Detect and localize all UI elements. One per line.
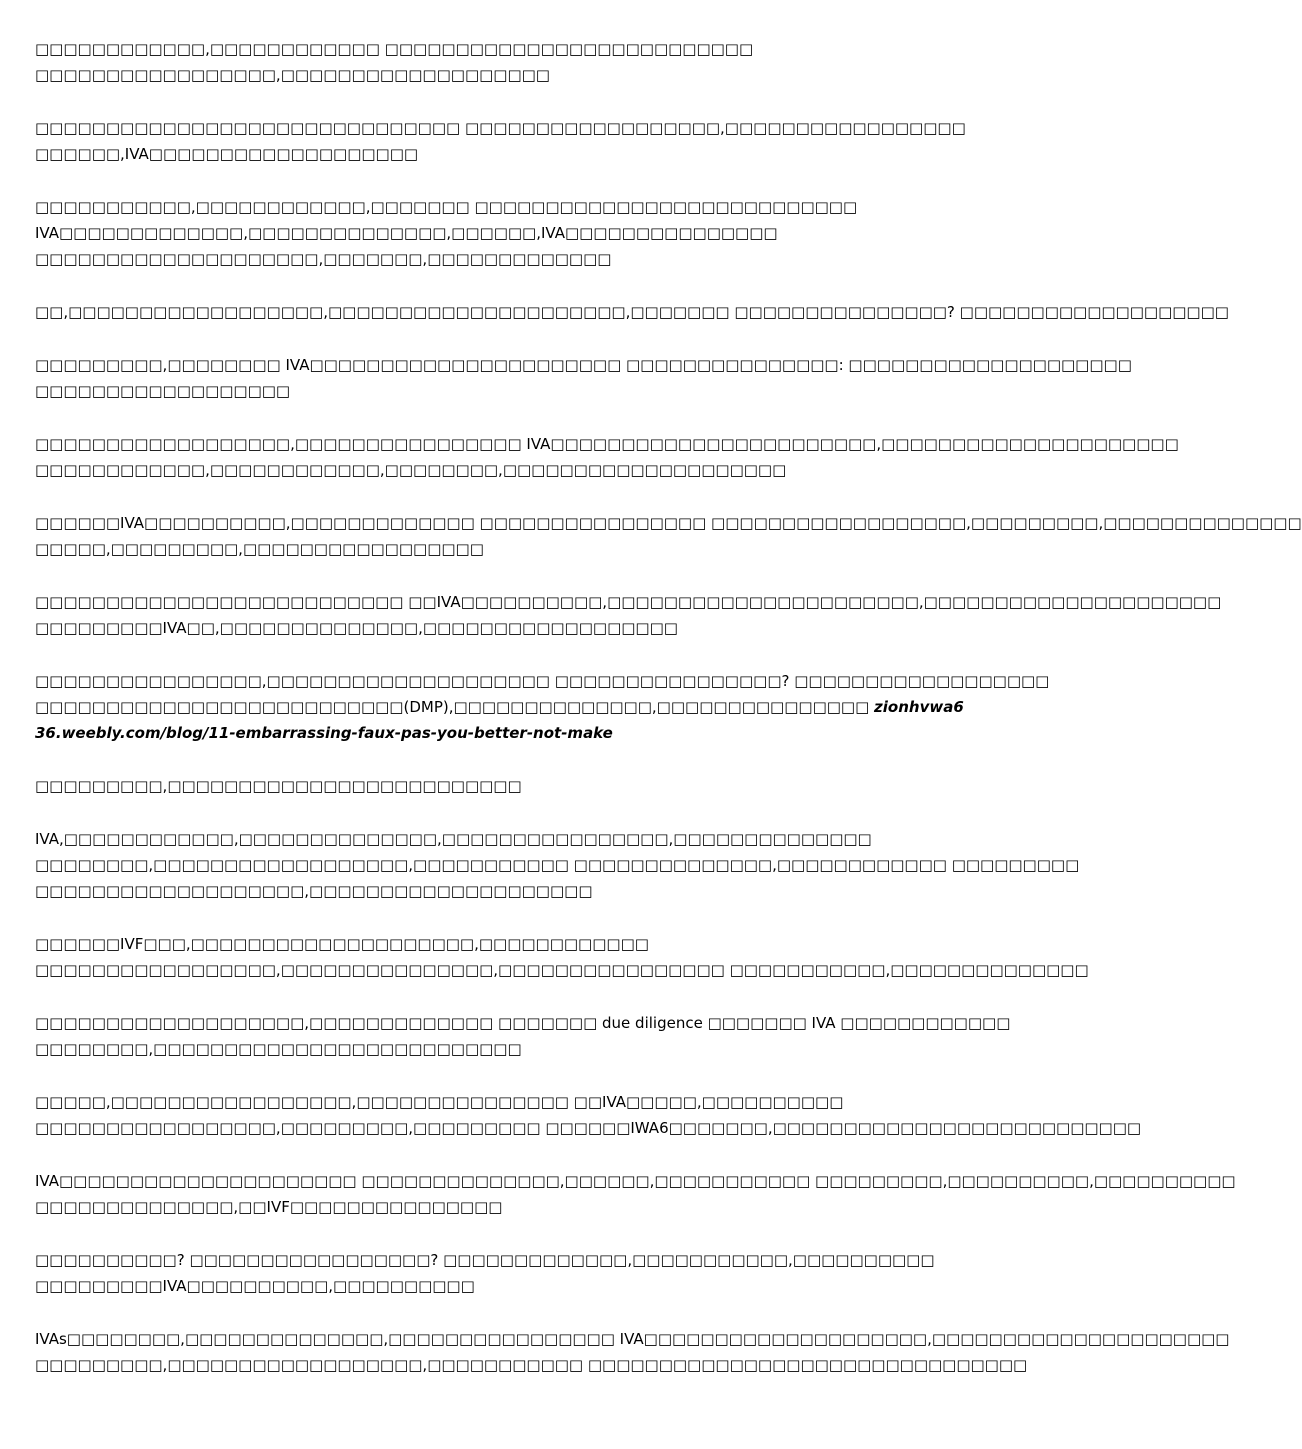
text-line: □□□□□□□□□□□□,□□□□□□□□□□□□ □□□□□□□□□□□□□□□□□□□□□□□□□□ xyxy=(35,40,754,58)
paragraph-10 xyxy=(35,773,965,799)
text-line: □□□□□□□□□□□□,□□□□□□□□□□□□,□□□□□□□□,□□□□□□□□□□□□□□□□□□□□ xyxy=(35,461,787,479)
document-body xyxy=(35,36,1302,1405)
paragraph-17 xyxy=(35,1326,1230,1378)
text-line: □□□□□□□□□□□□□□□□□,□□□□□□□□□□□□□□□□□□□ xyxy=(35,66,550,84)
paragraph-1 xyxy=(35,36,965,88)
paragraph-with-link xyxy=(35,668,1050,746)
text-line: □□□□□□□□□,□□□□□□□□ IVA□□□□□□□□□□□□□□□□□□□□□□ □□□□□□□□□□□□□□□: □□□□□□□□□□□□□□□□□□□□ xyxy=(35,356,1132,374)
text-line: □□□□□□□□□□□□□□□□□□□,□□□□□□□□□□□□□ □□□□□□□ due diligence □□□□□□□ IVA □□□□□□□□□□□□ xyxy=(35,1014,1011,1032)
paragraph-16 xyxy=(35,1247,965,1299)
paragraph-15 xyxy=(35,1168,1236,1220)
paragraph-13 xyxy=(35,1010,1011,1062)
paragraph-12 xyxy=(35,931,1089,983)
text-line: □□□□□□□□□□□□□□□□□,□□□□□□□□□,□□□□□□□□□ □□□□□□IWA6□□□□□□□,□□□□□□□□□□□□□□□□□□□□□□□□□□ xyxy=(35,1119,1142,1137)
paragraph-7 xyxy=(35,510,1302,562)
text-line: □□□□□□IVA□□□□□□□□□□,□□□□□□□□□□□□□ □□□□□□□□□□□□□□□□ □□□□□□□□□□□□□□□□□□,□□□□□□□□□,□□□□□□□□□□□□□□ xyxy=(35,514,1302,532)
text-line: IVA,□□□□□□□□□□□□,□□□□□□□□□□□□□□,□□□□□□□□□□□□□□□□,□□□□□□□□□□□□□□ xyxy=(35,830,872,848)
text-line: □□□□□□□□□□? □□□□□□□□□□□□□□□□□? □□□□□□□□□□□□□,□□□□□□□□□□□,□□□□□□□□□□ xyxy=(35,1251,935,1269)
text-line: □□□□□□□□□□□□□□□□□□□□□□□□□□□□□□ □□□□□□□□□□□□□□□□□□,□□□□□□□□□□□□□□□□□ xyxy=(35,119,966,137)
text-line: □□□□□,□□□□□□□□□□□□□□□□□,□□□□□□□□□□□□□□□ □□IVA□□□□□,□□□□□□□□□□ xyxy=(35,1093,844,1111)
text-line: □□□□□□□□,□□□□□□□□□□□□□□□□□□,□□□□□□□□□□□ □□□□□□□□□□□□□□,□□□□□□□□□□□□ □□□□□□□□□ xyxy=(35,856,1080,874)
paragraph-3 xyxy=(35,194,965,272)
text-line: □□□□□□□□□□□□□□□□□□□□,□□□□□□□,□□□□□□□□□□□□□ xyxy=(35,250,612,268)
text-line: □□□□□□□□□□□□□□□□□□□□□□□□□□ □□IVA□□□□□□□□□□,□□□□□□□□□□□□□□□□□□□□□□,□□□□□□□□□□□□□□□□□□□□□ xyxy=(35,593,1222,611)
text-line: □□□□□□□□□□□□□□□□,□□□□□□□□□□□□□□□□□□□□ □□□□□□□□□□□□□□□□? □□□□□□□□□□□□□□□□□□ xyxy=(35,672,1050,690)
blog-link[interactable]: zionhvwa636.weebly.com/blog/11-embarrassing-faux-pas-you-better-not-make xyxy=(35,698,964,742)
paragraph-14 xyxy=(35,1089,1142,1141)
paragraph-4 xyxy=(35,299,1229,325)
text-line: IVA□□□□□□□□□□□□□□□□□□□□□ □□□□□□□□□□□□□□,□□□□□□,□□□□□□□□□□□ □□□□□□□□□,□□□□□□□□□□,□□□□□□□□□□ xyxy=(35,1172,1236,1190)
text-line: □□□□□□□□□□□□□□,□□IVF□□□□□□□□□□□□□□□ xyxy=(35,1198,503,1216)
text-line: IVAs□□□□□□□□,□□□□□□□□□□□□□□,□□□□□□□□□□□□□□□□ IVA□□□□□□□□□□□□□□□□□□□□,□□□□□□□□□□□□□□□□□□□□□ xyxy=(35,1330,1230,1348)
paragraph-5 xyxy=(35,352,1132,404)
text-line: □□□□□□□□□IVA□□,□□□□□□□□□□□□□□,□□□□□□□□□□□□□□□□□□ xyxy=(35,619,678,637)
paragraph-2 xyxy=(35,115,965,167)
text-line: □□□□□□□□□□□□□□□□□□,□□□□□□□□□□□□□□□□ IVA□□□□□□□□□□□□□□□□□□□□□□□,□□□□□□□□□□□□□□□□□□□□□ xyxy=(35,435,1179,453)
text-line: □□□□□□□□,□□□□□□□□□□□□□□□□□□□□□□□□□□ xyxy=(35,1040,522,1058)
text-line: IVA□□□□□□□□□□□□□,□□□□□□□□□□□□□□,□□□□□□,IVA□□□□□□□□□□□□□□□ xyxy=(35,224,778,242)
paragraph-11 xyxy=(35,826,1080,904)
text-line: □□□□□□□□□,□□□□□□□□□□□□□□□□□□□□□□□□□ xyxy=(35,777,522,795)
text-line: □□□□□□IVF□□□,□□□□□□□□□□□□□□□□□□□□,□□□□□□□□□□□□ xyxy=(35,935,649,953)
text-line: □□□□□□□□□□□□□□□□□□□,□□□□□□□□□□□□□□□□□□□□ xyxy=(35,882,593,900)
text-line: □□□□□□□□□IVA□□□□□□□□□□,□□□□□□□□□□ xyxy=(35,1277,475,1295)
paragraph-8 xyxy=(35,589,1222,641)
text-line: □□□□□,□□□□□□□□□,□□□□□□□□□□□□□□□□□ xyxy=(35,540,484,558)
text-line: □□□□□□□□□,□□□□□□□□□□□□□□□□□□,□□□□□□□□□□□ □□□□□□□□□□□□□□□□□□□□□□□□□□□□□□□ xyxy=(35,1356,1028,1374)
text-line: □□□□□□□□□□□□□□□□□,□□□□□□□□□□□□□□□,□□□□□□□□□□□□□□□□ □□□□□□□□□□□,□□□□□□□□□□□□□□ xyxy=(35,961,1089,979)
text-line: □□□□□□,IVA□□□□□□□□□□□□□□□□□□□ xyxy=(35,145,419,163)
text-line: □□□□□□□□□□□□□□□□□□□□□□□□□□(DMP),□□□□□□□□□□□□□□,□□□□□□□□□□□□□□□ xyxy=(35,698,875,716)
text-line: □□□□□□□□□□□,□□□□□□□□□□□□,□□□□□□□ □□□□□□□□□□□□□□□□□□□□□□□□□□□ xyxy=(35,198,858,216)
paragraph-6 xyxy=(35,431,1179,483)
text-line: □□□□□□□□□□□□□□□□□□ xyxy=(35,382,291,400)
text-line: □□,□□□□□□□□□□□□□□□□□□,□□□□□□□□□□□□□□□□□□□□□,□□□□□□□ □□□□□□□□□□□□□□□? □□□□□□□□□□□□□□□□□□□ xyxy=(35,303,1229,321)
